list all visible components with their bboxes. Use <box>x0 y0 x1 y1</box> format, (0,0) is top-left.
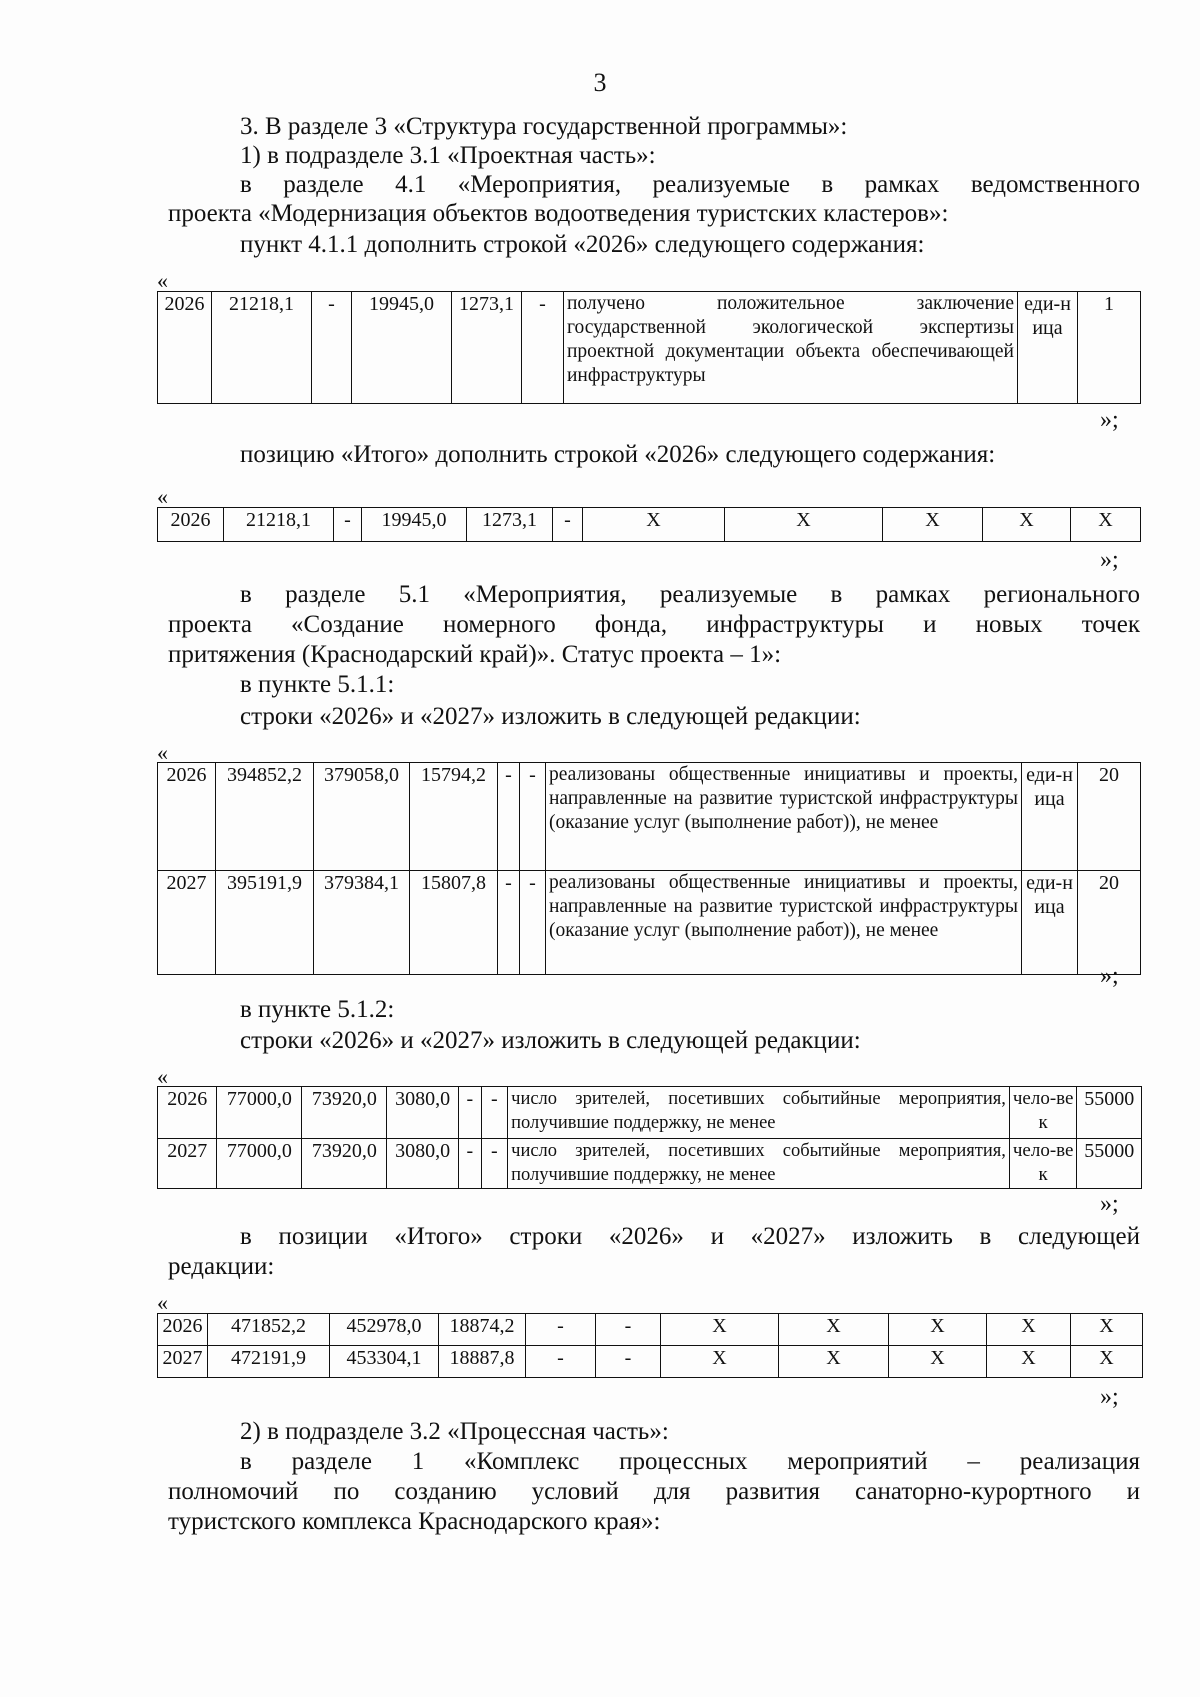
amount-cell: - <box>334 508 362 542</box>
amount-cell: 73920,0 <box>302 1087 387 1139</box>
amount-cell: 379058,0 <box>314 763 410 871</box>
year-cell: 2027 <box>158 871 216 975</box>
amount-cell: - <box>481 1139 508 1189</box>
x-cell: X <box>583 508 725 542</box>
para-4-1-1: пункт 4.1.1 дополнить строкой «2026» следующего содержания: <box>240 231 925 258</box>
amount-cell: 472191,9 <box>208 1346 330 1378</box>
year-cell: 2026 <box>158 292 212 404</box>
quote-close: »; <box>1100 547 1119 573</box>
quote-open: « <box>157 268 168 293</box>
value-cell: 20 <box>1078 763 1141 871</box>
para-5-1-line3: притяжения (Краснодарский край)». Статус проекта – 1»: <box>168 641 782 668</box>
description-cell: получено положительное заключение государственной экологической экспертизы проектной документации объекта обеспечивающей инфраструктуры <box>564 292 1018 404</box>
amount-cell: - <box>498 763 520 871</box>
amount-cell: - <box>596 1346 661 1378</box>
x-cell: X <box>779 1314 889 1346</box>
value-cell: 55000 <box>1077 1139 1142 1189</box>
amount-cell: - <box>520 763 546 871</box>
amount-cell: 3080,0 <box>387 1087 459 1139</box>
table-row <box>158 292 1141 404</box>
amount-cell: - <box>596 1314 661 1346</box>
value-cell: 55000 <box>1077 1087 1142 1139</box>
quote-open: « <box>157 484 168 509</box>
page-number: 3 <box>593 68 607 97</box>
amount-cell: 3080,0 <box>387 1139 459 1189</box>
amount-cell: 18874,2 <box>439 1314 526 1346</box>
x-cell: X <box>1071 1346 1143 1378</box>
subsection-2: 2) в подразделе 3.2 «Процессная часть»: <box>240 1418 669 1445</box>
x-cell: X <box>779 1346 889 1378</box>
quote-open: « <box>157 1064 168 1089</box>
x-cell: X <box>983 508 1071 542</box>
amount-cell: 453304,1 <box>330 1346 439 1378</box>
amount-cell: 471852,2 <box>208 1314 330 1346</box>
para-5-1-line1: в разделе 5.1 «Мероприятия, реализуемые в рамках регионального <box>240 581 1140 608</box>
amount-cell: 394852,2 <box>216 763 314 871</box>
table-row <box>158 508 1141 542</box>
amount-cell: - <box>526 1314 596 1346</box>
para-4-1-line1: в разделе 4.1 «Мероприятия, реализуемые в рамках ведомственного <box>240 171 1140 198</box>
quote-close: »; <box>1100 407 1119 433</box>
para-rows-2: строки «2026» и «2027» изложить в следующей редакции: <box>240 1027 861 1054</box>
value-cell: 1 <box>1078 292 1141 404</box>
amount-cell: 77000,0 <box>217 1087 302 1139</box>
section-title: 3. В разделе 3 «Структура государственной программы»: <box>240 113 848 140</box>
amount-cell: 15794,2 <box>410 763 498 871</box>
x-cell: X <box>661 1346 779 1378</box>
para-4-1-line2: проекта «Модернизация объектов водоотведения туристских кластеров»: <box>168 200 949 227</box>
amount-cell: - <box>481 1087 508 1139</box>
x-cell: X <box>889 1314 987 1346</box>
x-cell: X <box>725 508 883 542</box>
year-cell: 2027 <box>158 1346 208 1378</box>
unit-cell: чело-век <box>1009 1139 1077 1189</box>
year-cell: 2026 <box>158 1314 208 1346</box>
amount-cell: 73920,0 <box>302 1139 387 1189</box>
table-row <box>158 871 1141 975</box>
table-row <box>158 1346 1143 1378</box>
para-rows-1: строки «2026» и «2027» изложить в следующей редакции: <box>240 703 861 730</box>
amount-cell: - <box>520 871 546 975</box>
amount-cell: - <box>522 292 564 404</box>
para-complex-line3: туристского комплекса Краснодарского края»: <box>168 1508 661 1535</box>
amount-cell: 77000,0 <box>217 1139 302 1189</box>
table-row <box>158 763 1141 871</box>
unit-cell: еди-ница <box>1022 763 1078 871</box>
quote-close: »; <box>1100 1384 1119 1410</box>
unit-cell: еди-ница <box>1022 871 1078 975</box>
description-cell: реализованы общественные инициативы и проекты, направленные на развитие туристской инфраструктуры (оказание услуг (выполнение работ)), не менее <box>546 871 1022 975</box>
unit-cell: чело-век <box>1009 1087 1077 1139</box>
x-cell: X <box>661 1314 779 1346</box>
para-itogo-2-line1: в позиции «Итого» строки «2026» и «2027» изложить в следующей <box>240 1223 1140 1250</box>
amount-cell: 1273,1 <box>467 508 553 542</box>
amount-cell: 21218,1 <box>212 292 312 404</box>
table-itogo-2 <box>157 1313 1143 1378</box>
table-4-1-1 <box>157 291 1141 404</box>
table-5-1-2 <box>157 1086 1142 1189</box>
year-cell: 2026 <box>158 1087 217 1139</box>
table-itogo-1 <box>157 507 1141 542</box>
amount-cell: 1273,1 <box>452 292 522 404</box>
x-cell: X <box>889 1346 987 1378</box>
description-cell: реализованы общественные инициативы и проекты, направленные на развитие туристской инфраструктуры (оказание услуг (выполнение работ)), не менее <box>546 763 1022 871</box>
amount-cell: - <box>526 1346 596 1378</box>
quote-open: « <box>157 740 168 765</box>
amount-cell: - <box>312 292 352 404</box>
amount-cell: - <box>459 1139 482 1189</box>
para-5-1-2: в пункте 5.1.2: <box>240 996 395 1023</box>
amount-cell: 19945,0 <box>362 508 467 542</box>
quote-open: « <box>157 1290 168 1315</box>
amount-cell: - <box>459 1087 482 1139</box>
year-cell: 2026 <box>158 508 224 542</box>
quote-close: »; <box>1100 1191 1119 1217</box>
amount-cell: 19945,0 <box>352 292 452 404</box>
amount-cell: 18887,8 <box>439 1346 526 1378</box>
amount-cell: - <box>553 508 583 542</box>
quote-close: »; <box>1100 963 1119 989</box>
para-5-1-line2: проекта «Создание номерного фонда, инфраструктуры и новых точек <box>168 611 1140 638</box>
amount-cell: 395191,9 <box>216 871 314 975</box>
amount-cell: 15807,8 <box>410 871 498 975</box>
table-row <box>158 1087 1142 1139</box>
x-cell: X <box>1071 1314 1143 1346</box>
description-cell: число зрителей, посетивших событийные мероприятия, получившие поддержку, не менее <box>508 1139 1010 1189</box>
year-cell: 2027 <box>158 1139 217 1189</box>
value-cell: 20 <box>1078 871 1141 975</box>
table-row <box>158 1314 1143 1346</box>
amount-cell: 21218,1 <box>224 508 334 542</box>
x-cell: X <box>987 1346 1071 1378</box>
para-complex-line1: в разделе 1 «Комплекс процессных мероприятий – реализация <box>240 1448 1140 1475</box>
amount-cell: 379384,1 <box>314 871 410 975</box>
amount-cell: - <box>498 871 520 975</box>
year-cell: 2026 <box>158 763 216 871</box>
table-row <box>158 1139 1142 1189</box>
table-5-1-1 <box>157 762 1141 975</box>
para-itogo-1: позицию «Итого» дополнить строкой «2026» следующего содержания: <box>240 441 996 468</box>
x-cell: X <box>1071 508 1141 542</box>
para-complex-line2: полномочий по созданию условий для развития санаторно-курортного и <box>168 1478 1140 1505</box>
amount-cell: 452978,0 <box>330 1314 439 1346</box>
subsection-1: 1) в подразделе 3.1 «Проектная часть»: <box>240 142 656 169</box>
x-cell: X <box>883 508 983 542</box>
para-5-1-1: в пункте 5.1.1: <box>240 671 395 698</box>
unit-cell: еди-ница <box>1018 292 1078 404</box>
description-cell: число зрителей, посетивших событийные мероприятия, получившие поддержку, не менее <box>508 1087 1010 1139</box>
x-cell: X <box>987 1314 1071 1346</box>
para-itogo-2-line2: редакции: <box>168 1253 275 1280</box>
